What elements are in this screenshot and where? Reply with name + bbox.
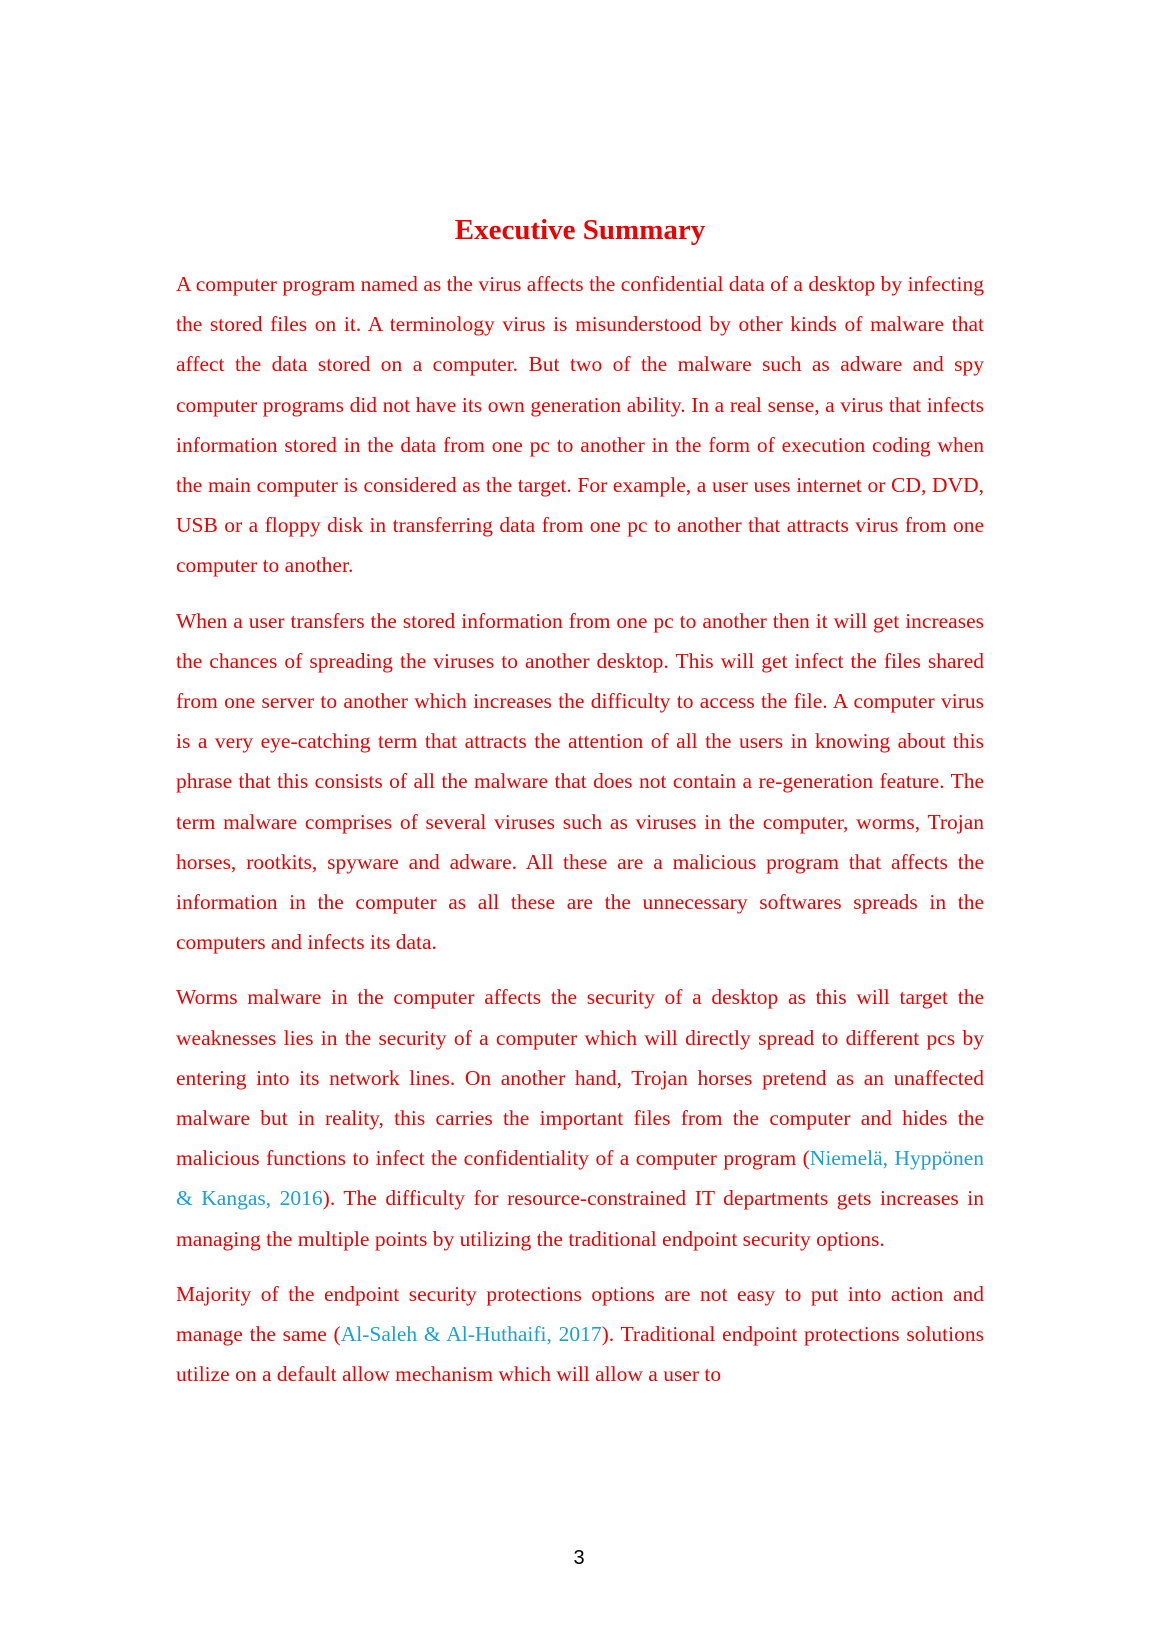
page-number: 3 xyxy=(573,1547,585,1569)
page-content xyxy=(176,210,984,1409)
paragraph-4-text-before: Majority of the endpoint security protections options are not easy to put into action and manage the same ( xyxy=(176,1281,984,1347)
citation-al-saleh-2017: Al-Saleh & Al-Huthaifi, 2017 xyxy=(340,1322,602,1347)
citation-niemela-2016: Niemelä, Hyppönen & Kangas, 2016 xyxy=(176,1146,984,1211)
paragraph-2: When a user transfers the stored information from one pc to another then it will get increases the chances of spreading the viruses to another desktop. This will get infect the files shared from one server to another which increases the difficulty to access the file. A computer virus is a very eye-catching term that attracts the attention of all the users in knowing about this phrase that this consists of all the malware that does not contain a re-generation feature. The term malware comprises of several viruses such as viruses in the computer, worms, Trojan horses, rootkits, spyware and adware. All these are a malicious program that affects the information in the computer as all these are the unnecessary softwares spreads in the computers and infects its data. xyxy=(176,608,984,955)
paragraph-3 xyxy=(176,977,984,1258)
paragraph-3-text-after: ). The difficulty for resource-constrained IT departments gets increases in managing the multiple points by utilizing the traditional endpoint security options. xyxy=(176,1186,985,1251)
paragraph-4 xyxy=(176,1274,984,1395)
paragraph-1: A computer program named as the virus affects the confidential data of a desktop by infecting the stored files on it. A terminology virus is misunderstood by other kinds of malware that affect the data stored on a computer. But two of the malware such as adware and spy computer programs did not have its own generation ability. In a real sense, a virus that infects information stored in the data from one pc to another in the form of execution coding when the main computer is considered as the target. For example, a user uses internet or CD, DVD, USB or a floppy disk in transferring data from one pc to another that attracts virus from one computer to another. xyxy=(176,272,984,578)
paragraph-3-text-before: Worms malware in the computer affects the security of a desktop as this will target the weaknesses lies in the security of a computer which will directly spread to different pcs by entering into its network lines. On another hand, Trojan horses pretend as an unaffected malware but in reality, this carries the important files from the computer and hides the malicious functions to infect the confidentiality of a computer program ( xyxy=(176,985,984,1171)
section-title: Executive Summary xyxy=(454,214,706,246)
paragraph-4-text-after: ). Traditional endpoint protections solutions utilize on a default allow mechanism which will allow a user to xyxy=(176,1322,984,1387)
